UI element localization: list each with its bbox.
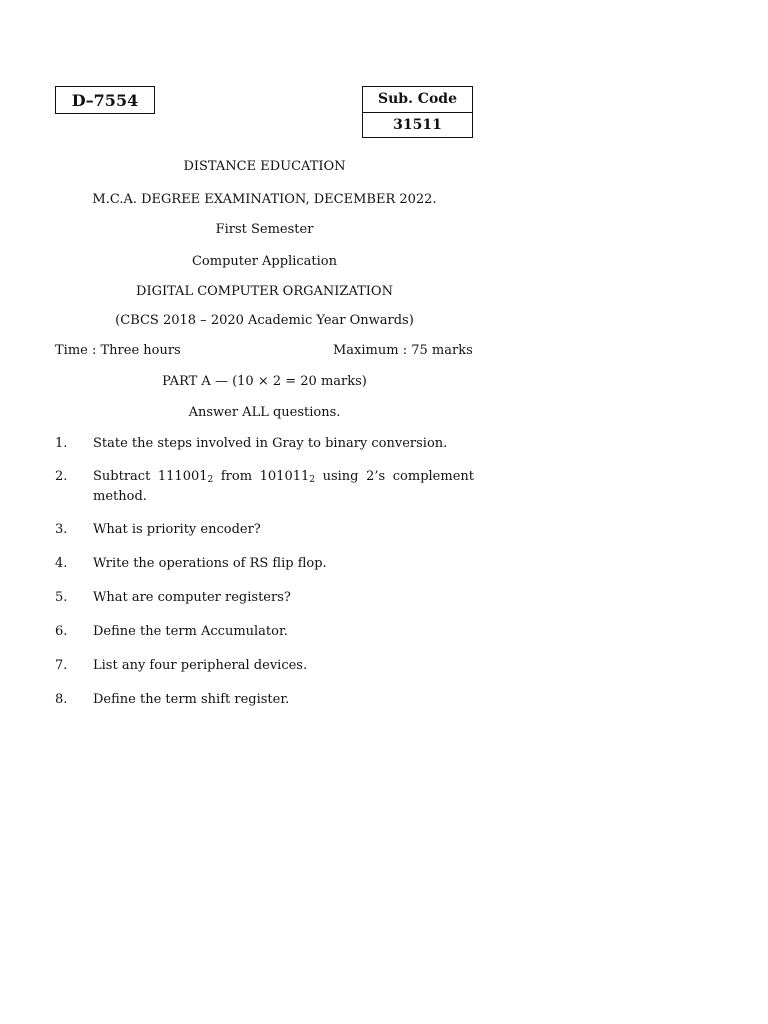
question-number: 1. xyxy=(55,436,68,451)
question-5 xyxy=(55,588,474,608)
part-a-instruction: Answer ALL questions. xyxy=(188,405,341,420)
part-a-heading: PART A — (10 × 2 = 20 marks) xyxy=(162,374,367,389)
title-semester: First Semester xyxy=(215,222,314,237)
title-scheme: (CBCS 2018 – 2020 Academic Year Onwards) xyxy=(115,313,414,328)
sub-code-label: Sub. Code xyxy=(363,87,472,113)
question-text: Write the operations of RS flip flop. xyxy=(93,556,327,571)
question-text: What is priority encoder? xyxy=(93,522,261,537)
title-degree-exam: M.C.A. DEGREE EXAMINATION, DECEMBER 2022. xyxy=(92,192,437,207)
question-1 xyxy=(55,434,474,454)
question-number: 5. xyxy=(55,590,68,605)
max-marks-label: Maximum : 75 marks xyxy=(333,343,473,358)
question-text-continued: method. xyxy=(93,489,147,504)
question-number: 4. xyxy=(55,556,68,571)
question-2 xyxy=(55,467,474,507)
paper-code-box xyxy=(55,86,155,114)
question-text: What are computer registers? xyxy=(93,590,291,605)
question-number: 8. xyxy=(55,692,68,707)
sub-code-value: 31511 xyxy=(393,116,442,133)
title-subject: DIGITAL COMPUTER ORGANIZATION xyxy=(136,284,393,299)
question-number: 6. xyxy=(55,624,68,639)
title-distance-education: DISTANCE EDUCATION xyxy=(183,159,346,174)
question-7 xyxy=(55,656,474,676)
question-text: Define the term shift register. xyxy=(93,692,290,707)
title-program: Computer Application xyxy=(191,254,338,269)
question-8 xyxy=(55,690,474,710)
question-6 xyxy=(55,622,474,642)
question-text: Subtract $111001_2$ from $101011_2$ using 2’s complement xyxy=(93,469,474,485)
subject-code-box xyxy=(362,86,473,138)
question-number: 2. xyxy=(55,469,68,484)
question-number: 7. xyxy=(55,658,68,673)
question-4 xyxy=(55,554,474,574)
question-text: State the steps involved in Gray to binary conversion. xyxy=(93,436,448,451)
question-number: 3. xyxy=(55,522,68,537)
question-3 xyxy=(55,520,474,540)
question-text: List any four peripheral devices. xyxy=(93,658,308,673)
time-label: Time : Three hours xyxy=(55,343,181,358)
question-text: Define the term Accumulator. xyxy=(93,624,288,639)
paper-code: D–7554 xyxy=(71,90,139,110)
